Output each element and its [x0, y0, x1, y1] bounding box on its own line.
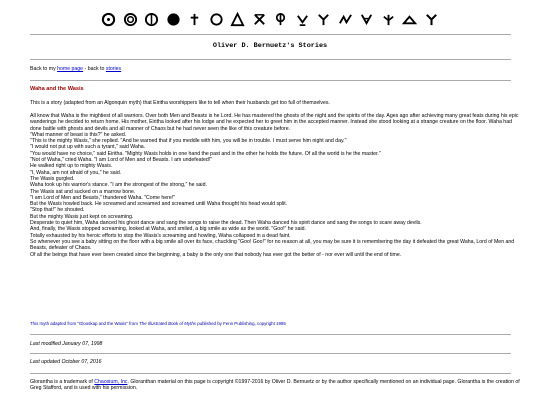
divider: [30, 34, 511, 35]
nav-prefix: Back to my: [30, 66, 58, 72]
divider: [30, 353, 511, 354]
story-title: Waha and the Wasis: [30, 86, 84, 92]
story-paragraph: "I am Lord of Men and Beasts," thundered Waha. "Come here!": [30, 194, 176, 201]
site-title: Oliver D. Bernuetz's Stories: [212, 42, 328, 50]
credit-suffix: published by Fenn Publishing, copyright 1995: [195, 321, 286, 326]
sun-rune-icon: [101, 12, 116, 27]
story-paragraph: "This is the mighty Wasis," she replied. "And be warned that if you meddle with him, you will be in trouble. I must serve him night and day.": [30, 138, 347, 145]
story-paragraph: "Stop that!" he shouted.: [30, 207, 85, 214]
story-paragraph: And, finally, the Wasis stopped screaming, looked at Waha, and smiled, a big smile as wide as the world. "Goo!" he said.: [30, 226, 306, 233]
copyright-footer: [30, 379, 520, 392]
chaosium-link[interactable]: Chaosium, Inc: [94, 379, 128, 385]
circle-dot-rune-icon: [144, 12, 159, 27]
home-page-link[interactable]: home page: [57, 66, 84, 72]
story-paragraph: The Wasis sat and sucked on a marrow bone.: [30, 188, 136, 195]
divider: [30, 80, 511, 81]
story-paragraph: But the Wasis howled back. He screamed and screamed and screamed until Waha thought his head would split.: [30, 201, 288, 208]
mastery-rune-icon: [359, 12, 374, 27]
story-paragraph: So whenever you see a baby sitting on the floor with a big smile all over its face, chuckling "Goo! Goo!" for no reason at all, you may be sure it is remembering the day it defeated the great Waha, Lord of Men and Beasts, defeater of Chaos.: [30, 238, 515, 252]
last-updated: Last updated October 07, 2016: [30, 359, 102, 365]
breadcrumb: [30, 66, 520, 72]
harmony-rune-icon: [295, 12, 310, 27]
cross-death-rune-icon: [187, 12, 202, 27]
stories-link[interactable]: stories: [105, 66, 122, 72]
story-intro: This is a story (adapted from an Algonquin myth) that Eiritha worshippers like to tell when their husbands get too full of themselves.: [30, 100, 330, 106]
movement-rune-icon: [338, 12, 353, 27]
story-paragraph: Of all the beings that have ever been created since the beginning, a baby is the only one that nobody has ever got the better of - nor ever will until the end of time.: [30, 251, 402, 258]
story-paragraph: He walked right up to mighty Wasis.: [30, 163, 113, 170]
divider: [30, 373, 511, 374]
story-paragraph: "I, Waha, am not afraid of you," he said.: [30, 169, 122, 176]
dark-moon-rune-icon: [166, 12, 181, 27]
story-paragraph: But the mighty Wasis just kept on screaming.: [30, 213, 134, 220]
rune-banner: [0, 12, 540, 27]
story-paragraph: Totally exhausted by his heroic efforts to stop the Wasis's screaming and howling, Waha collapsed in a dead faint.: [30, 232, 291, 239]
earth-rune-icon: [402, 12, 417, 27]
story-paragraph: "What manner of beast is this?" he asked.: [30, 131, 127, 138]
nav-middle: - back to: [83, 66, 106, 72]
story-paragraph: All know that Waha is the mightiest of all warriors. Over both Men and Beasts is he Lord. He has mastered the ghosts of the night and the spirits of the day. Ages ago after achieving many great feats during his epic wanderings he decided to return home. His mother, Eiritha looked after his lodge and he expected her to greet him in the accepted manner. Instead she stood looking at a strange creature on the floor. Waha had done battle with ghosts and devils and all manner of Chaos but he had never seen the like of this creature before.: [30, 113, 519, 132]
credit-book-title: The Illustrated Book of Myths: [139, 321, 196, 326]
credit-prefix: This myth adapted from "Glooskap and the Wasis" from: [30, 321, 140, 326]
plant-rune-icon: [381, 12, 396, 27]
story-paragraph: Waha took up his warrior's stance. "I am the strongest of the strong," he said.: [30, 182, 207, 189]
dual-circle-rune-icon: [123, 12, 138, 27]
triangle-fire-rune-icon: [230, 12, 245, 27]
story-paragraph: "Not of Waha," cried Waha. "I am Lord of Men and of Beasts. I am undefeated!": [30, 157, 213, 164]
footer-prefix: Glorantha is a trademark of: [30, 379, 95, 385]
air-hollow-circle-rune-icon: [209, 12, 224, 27]
last-modified: Last modified January 07, 1998: [30, 341, 103, 347]
disorder-rune-icon: [424, 12, 439, 27]
story-paragraph: The Wasis gurgled.: [30, 175, 75, 182]
beast-rune-icon: [316, 12, 331, 27]
story-paragraph: "I would not put up with such a tyrant," said Waha.: [30, 144, 146, 151]
source-credit: [30, 321, 520, 327]
divider: [30, 59, 511, 60]
chaos-x-rune-icon: [252, 12, 267, 27]
footer-text: . Gloranthan material on this page is copyright ©1997-2016 by Oliver D. Bernuetz or by the author specifically mentioned on an individual page. Glorantha is the creation of Greg Stafford, and is used with his permission.: [30, 379, 520, 392]
story-body: [30, 113, 520, 258]
divider: [30, 334, 511, 335]
law-rune-icon: [273, 12, 288, 27]
story-paragraph: Desperate to quiet him, Waha danced his ghost dance and sang the songs to raise the dead. Then Waha danced his spirit dance and sang the songs to scare away devils.: [30, 220, 422, 227]
story-paragraph: "You would have no choice," said Eiritha. "Mighty Wasis holds in one hand the past and in the other he holds the future. Of all the world is he the master.": [30, 150, 381, 157]
